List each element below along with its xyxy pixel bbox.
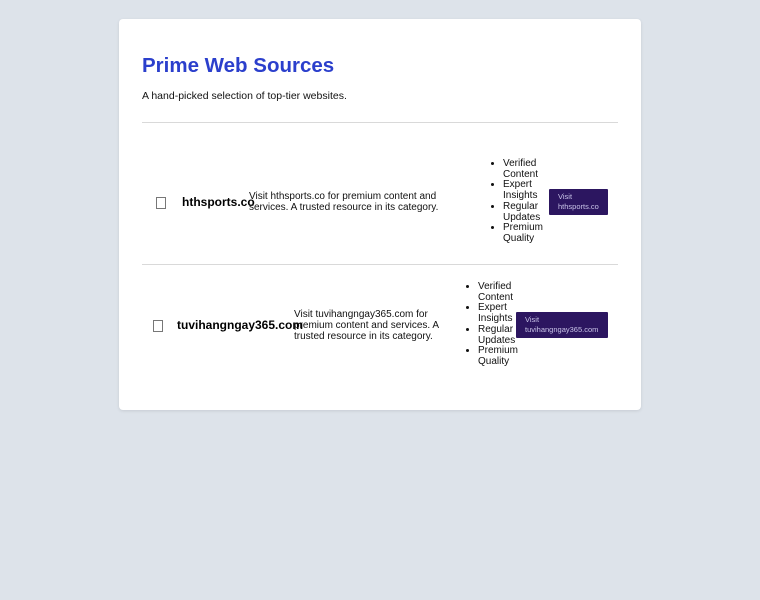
- site-checkbox[interactable]: [156, 197, 166, 209]
- site-description: Visit hthsports.co for premium content and services. A trusted resource in its category.: [249, 191, 439, 213]
- page-subtitle: A hand-picked selection of top-tier websites.: [142, 90, 347, 102]
- content-card: [119, 19, 641, 410]
- feature-item: • Regular Updates: [503, 202, 547, 223]
- site-row: [142, 279, 618, 389]
- feature-item: • Verified Content: [503, 159, 547, 180]
- feature-item: • Premium Quality: [478, 346, 522, 367]
- feature-item: • Expert Insights: [503, 180, 547, 201]
- feature-list: [492, 159, 547, 245]
- feature-list: [467, 282, 522, 368]
- site-name: tuvihangngay365.com: [177, 318, 304, 332]
- visit-button[interactable]: Visit tuvihangngay365.com: [516, 312, 608, 338]
- site-row: [142, 156, 618, 264]
- site-checkbox[interactable]: [153, 320, 163, 332]
- header-divider: [142, 122, 618, 123]
- feature-item: • Verified Content: [478, 282, 522, 303]
- row-divider: [142, 264, 618, 265]
- site-name: hthsports.co: [182, 195, 255, 209]
- visit-button[interactable]: Visit hthsports.co: [549, 189, 608, 215]
- feature-item: • Premium Quality: [503, 223, 547, 244]
- feature-item: • Expert Insights: [478, 303, 522, 324]
- site-description: Visit tuvihangngay365.com for premium content and services. A trusted resource in its category.: [294, 309, 439, 342]
- page-title: Prime Web Sources: [142, 54, 335, 77]
- feature-item: • Regular Updates: [478, 325, 522, 346]
